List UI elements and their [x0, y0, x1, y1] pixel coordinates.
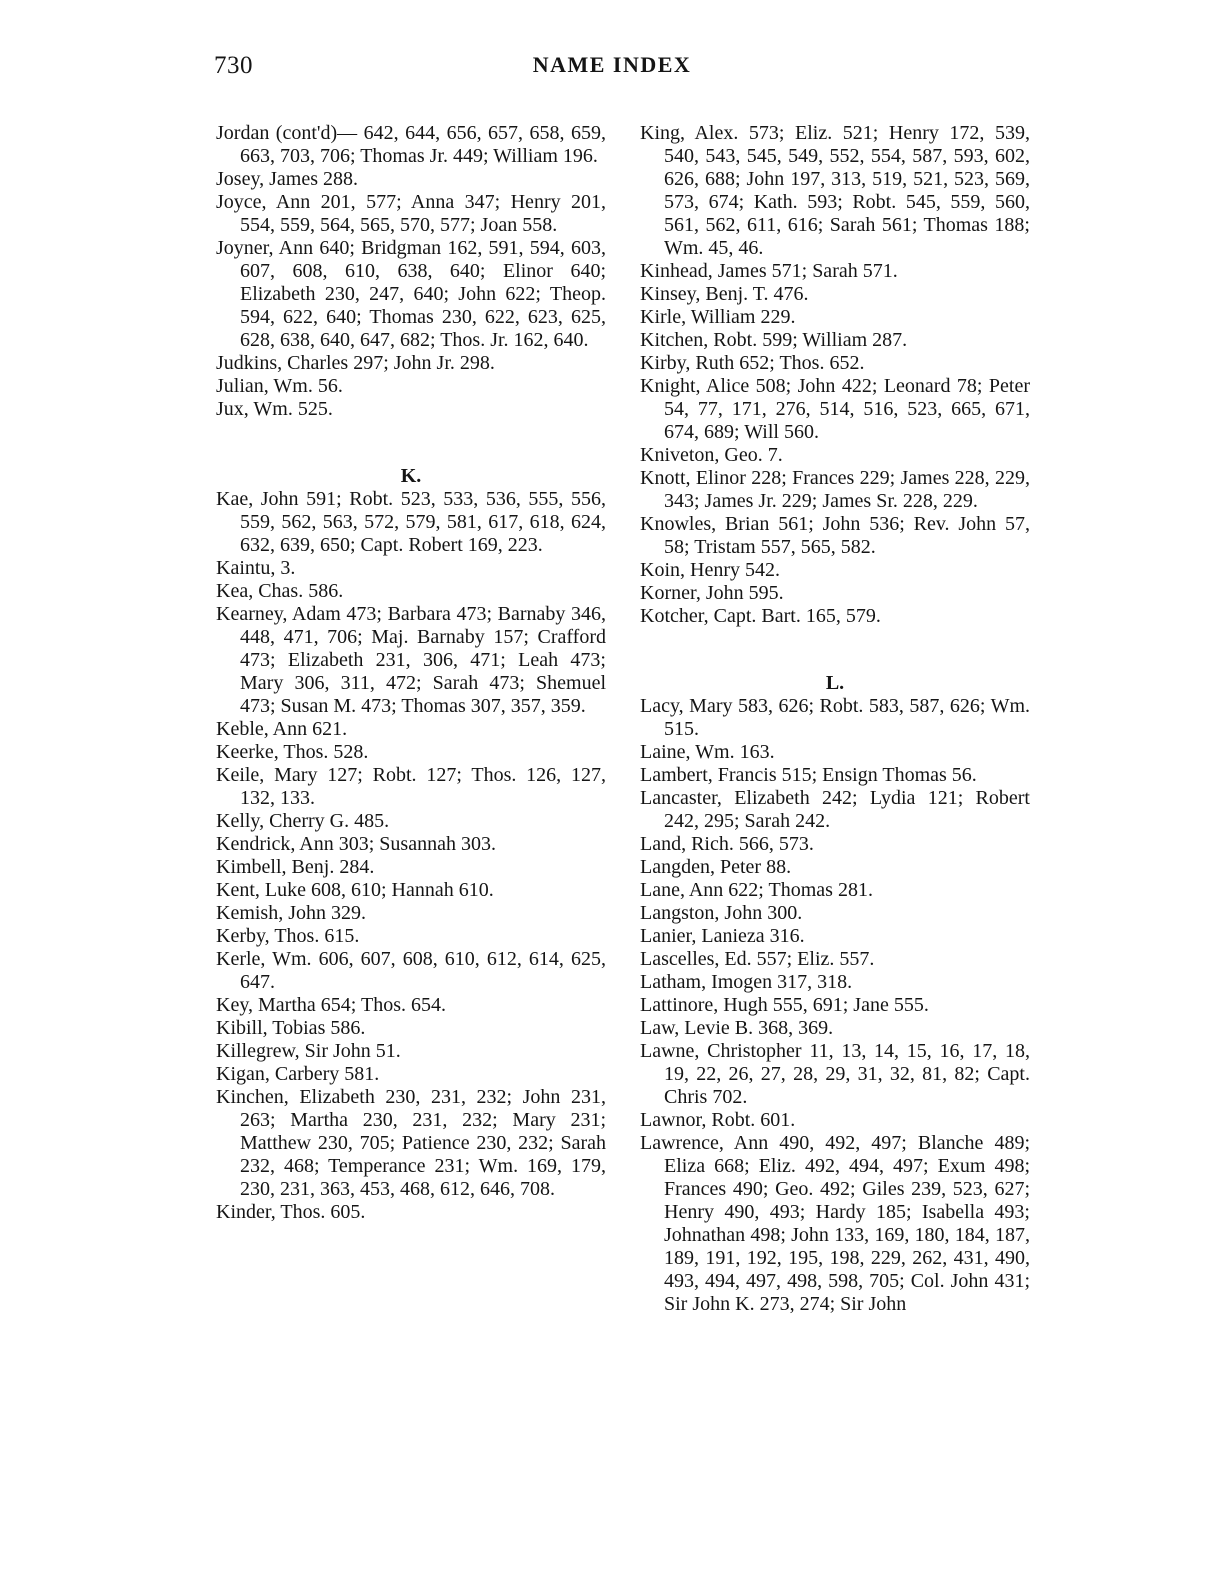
index-entry: Killegrew, Sir John 51. — [216, 1040, 401, 1062]
index-entry: Laine, Wm. 163. — [640, 741, 775, 763]
index-entry: Knight, Alice 508; John 422; Leonard 78; Peter 54, 77, 171, 276, 514, 516, 523, 665, 671, 674, 689; Will 560. — [640, 375, 1030, 443]
index-entry: Kent, Luke 608, 610; Hannah 610. — [216, 879, 494, 901]
index-entry: Latham, Imogen 317, 318. — [640, 971, 853, 993]
index-entry: Kinchen, Elizabeth 230, 231, 232; John 231, 263; Martha 230, 231, 232; Mary 231; Matthew 230, 705; Patience 230, 232; Sarah 232, 468; Temperance 231; Wm. 169, 179, 230, 231, 363, 453, 468, 612, 646, 708. — [216, 1086, 606, 1200]
index-entry: Lattinore, Hugh 555, 691; Jane 555. — [640, 994, 929, 1016]
index-entry: Korner, John 595. — [640, 582, 784, 604]
index-entry: Knott, Elinor 228; Frances 229; James 228, 229, 343; James Jr. 229; James Sr. 228, 229. — [640, 467, 1030, 512]
index-entry: Kirby, Ruth 652; Thos. 652. — [640, 352, 865, 374]
index-column-right — [640, 122, 1030, 1316]
index-entry: Joyce, Ann 201, 577; Anna 347; Henry 201, 554, 559, 564, 565, 570, 577; Joan 558. — [216, 191, 606, 236]
index-entry: Kitchen, Robt. 599; William 287. — [640, 329, 908, 351]
section-letter-l: L. — [825, 672, 845, 694]
index-entry: Knowles, Brian 561; John 536; Rev. John 57, 58; Tristam 557, 565, 582. — [640, 513, 1030, 558]
index-entry: Lanier, Lanieza 316. — [640, 925, 805, 947]
index-entry: Kerle, Wm. 606, 607, 608, 610, 612, 614, 625, 647. — [216, 948, 606, 993]
index-entry: King, Alex. 573; Eliz. 521; Henry 172, 539, 540, 543, 545, 549, 552, 554, 587, 593, 602, 626, 688; John 197, 313, 519, 521, 523, 569, 573, 674; Kath. 593; Robt. 545, 559, 560, 561, 562, 611, 616; Sarah 561; Thomas 188; Wm. 45, 46. — [640, 122, 1030, 259]
index-entry: Kearney, Adam 473; Barbara 473; Barnaby 346, 448, 471, 706; Maj. Barnaby 157; Crafford 473; Elizabeth 231, 306, 471; Leah 473; Mary 306, 311, 472; Sarah 473; Shemuel 473; Susan M. 473; Thomas 307, 357, 359. — [216, 603, 606, 717]
index-entry: Lambert, Francis 515; Ensign Thomas 56. — [640, 764, 977, 786]
index-entry: Kniveton, Geo. 7. — [640, 444, 783, 466]
index-entry: Kinder, Thos. 605. — [216, 1201, 366, 1223]
index-entry: Jordan (cont'd)— 642, 644, 656, 657, 658, 659, 663, 703, 706; Thomas Jr. 449; William 196. — [216, 122, 606, 167]
index-entry: Kelly, Cherry G. 485. — [216, 810, 390, 832]
section-letter-k: K. — [400, 465, 422, 487]
index-entry: Kerby, Thos. 615. — [216, 925, 360, 947]
index-entry: Joyner, Ann 640; Bridgman 162, 591, 594, 603, 607, 608, 610, 638, 640; Elinor 640; Elizabeth 230, 247, 640; John 622; Theop. 594, 622, 640; Thomas 230, 622, 623, 625, 628, 638, 640, 647, 682; Thos. Jr. 162, 640. — [216, 237, 606, 351]
index-entry: Lawnor, Robt. 601. — [640, 1109, 796, 1131]
index-entry: Langston, John 300. — [640, 902, 803, 924]
index-entry: Kotcher, Capt. Bart. 165, 579. — [640, 605, 881, 627]
running-head: NAME INDEX — [532, 52, 692, 77]
index-entry: Lane, Ann 622; Thomas 281. — [640, 879, 873, 901]
index-entry: Keile, Mary 127; Robt. 127; Thos. 126, 127, 132, 133. — [216, 764, 606, 809]
index-entry: Kirle, William 229. — [640, 306, 796, 328]
index-entry: Julian, Wm. 56. — [216, 375, 343, 397]
index-entry: Lancaster, Elizabeth 242; Lydia 121; Robert 242, 295; Sarah 242. — [640, 787, 1030, 832]
index-entry: Land, Rich. 566, 573. — [640, 833, 814, 855]
index-entry: Key, Martha 654; Thos. 654. — [216, 994, 446, 1016]
index-entry: Kea, Chas. 586. — [216, 580, 344, 602]
index-entry: Judkins, Charles 297; John Jr. 298. — [216, 352, 495, 374]
index-entry: Kae, John 591; Robt. 523, 533, 536, 555, 556, 559, 562, 563, 572, 579, 581, 617, 618, 624, 632, 639, 650; Capt. Robert 169, 223. — [216, 488, 606, 556]
index-entry: Koin, Henry 542. — [640, 559, 780, 581]
index-entry: Kimbell, Benj. 284. — [216, 856, 375, 878]
index-entry: Keerke, Thos. 528. — [216, 741, 369, 763]
index-entry: Kaintu, 3. — [216, 557, 296, 579]
index-entry: Kigan, Carbery 581. — [216, 1063, 380, 1085]
index-entry: Law, Levie B. 368, 369. — [640, 1017, 834, 1039]
index-entry: Keble, Ann 621. — [216, 718, 348, 740]
page-number: 730 — [214, 52, 253, 79]
index-entry: Kendrick, Ann 303; Susannah 303. — [216, 833, 496, 855]
index-entry: Kinhead, James 571; Sarah 571. — [640, 260, 898, 282]
index-entry: Lawrence, Ann 490, 492, 497; Blanche 489; Eliza 668; Eliz. 492, 494, 497; Exum 498; Frances 490; Geo. 492; Giles 239, 523, 627; Henry 490, 493; Hardy 185; Isabella 493; Johnathan 498; John 133, 169, 180, 184, 187, 189, 191, 192, 195, 198, 229, 262, 431, 490, 493, 494, 497, 498, 598, 705; Col. John 431; Sir John K. 273, 274; Sir John — [640, 1132, 1030, 1315]
index-entry: Kemish, John 329. — [216, 902, 366, 924]
index-column-left — [216, 122, 606, 1224]
index-entry: Jux, Wm. 525. — [216, 398, 333, 420]
index-entry: Lacy, Mary 583, 626; Robt. 583, 587, 626; Wm. 515. — [640, 695, 1030, 740]
index-entry: Langden, Peter 88. — [640, 856, 792, 878]
index-entry: Lascelles, Ed. 557; Eliz. 557. — [640, 948, 875, 970]
index-entry: Lawne, Christopher 11, 13, 14, 15, 16, 17, 18, 19, 22, 26, 27, 28, 29, 31, 32, 81, 82; Capt. Chris 702. — [640, 1040, 1030, 1108]
index-entry: Kibill, Tobias 586. — [216, 1017, 366, 1039]
index-entry: Josey, James 288. — [216, 168, 359, 190]
index-entry: Kinsey, Benj. T. 476. — [640, 283, 809, 305]
